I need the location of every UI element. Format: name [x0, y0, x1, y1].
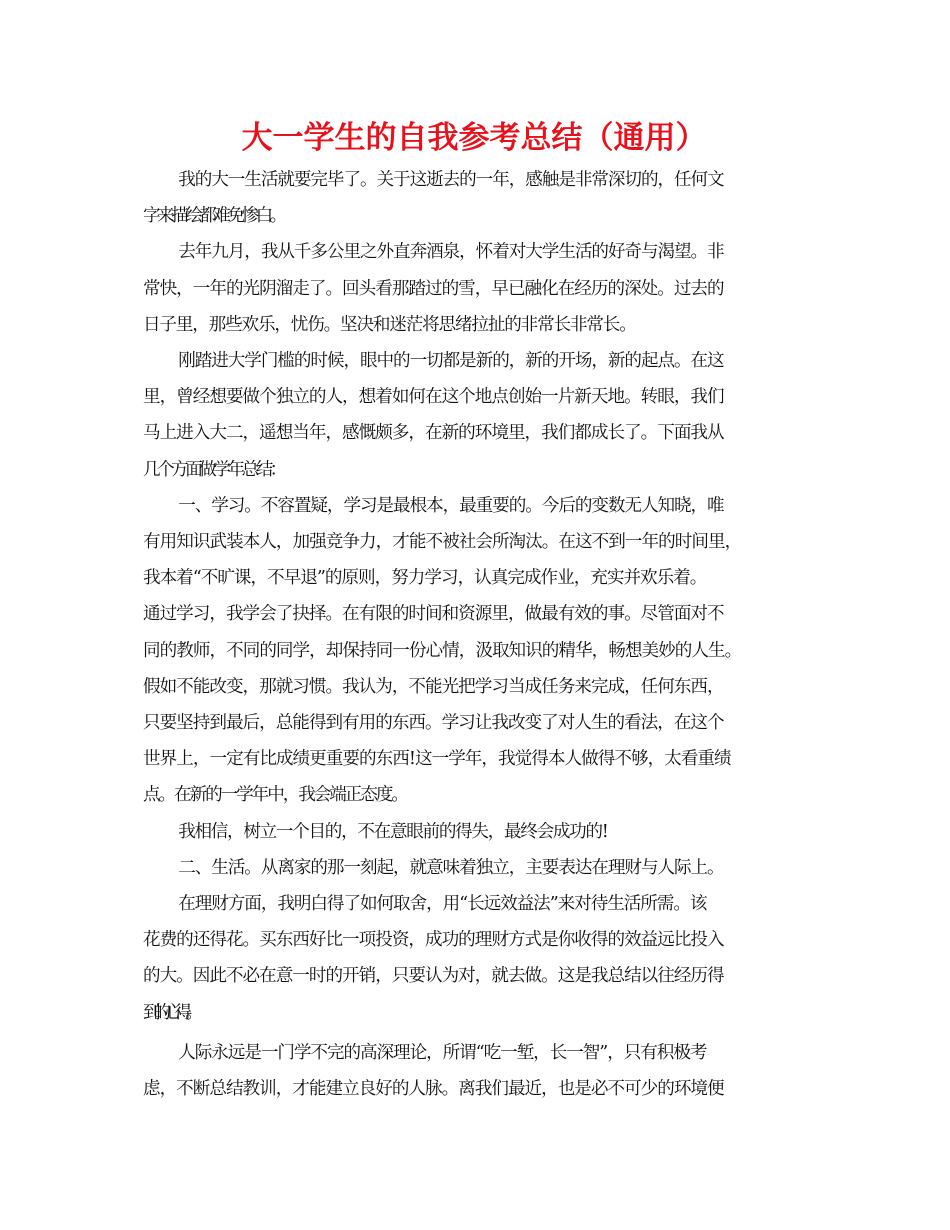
document-body — [143, 162, 805, 1107]
paragraph-line: 同的教师，不同的同学，却保持同一份心情，汲取知识的精华，畅想美妙的人生。 — [143, 640, 742, 661]
paragraph-line: 我相信，树立一个目的，不在意眼前的得失，最终会成功的! — [178, 821, 608, 842]
paragraph-line: 世界上，一定有比成绩更重要的东西!这一学年，我觉得本人做得不够，太看重绩 — [143, 749, 731, 770]
paragraph — [143, 234, 805, 343]
paragraph — [143, 1035, 805, 1107]
paragraph-line: 的大。因此不必在意一时的开销，只要认为对，就去做。这是我总结以往经历得 — [143, 966, 724, 987]
paragraph-line: 虑，不断总结教训，才能建立良好的人脉。离我们最近，也是必不可少的环境便 — [143, 1079, 724, 1100]
paragraph-line: 到的心得。 — [143, 1002, 196, 1023]
paragraph — [143, 162, 805, 234]
paragraph — [143, 850, 805, 886]
paragraph — [143, 343, 805, 488]
paragraph-line: 里，曾经想要做个独立的人，想着如何在这个地点创始一片新天地。转眼，我们 — [143, 387, 724, 408]
paragraph-line: 我的大一生活就要完毕了。关于这逝去的一年，感触是非常深切的，任何文 — [178, 170, 724, 190]
paragraph-line: 有用知识武装本人，加强竞争力，才能不被社会所淘汰。在这不到一年的时间里， — [143, 532, 742, 553]
paragraph-line: 日子里，那些欢乐，忧伤。坚决和迷茫将思绪拉扯的非常长非常长。 — [143, 314, 636, 335]
paragraph-line: 人际永远是一门学不完的高深理论，所谓“吃一堑，长一智”，只有积极考 — [178, 1042, 707, 1063]
paragraph-line: 刚踏进大学门槛的时候，眼中的一切都是新的，新的开场，新的起点。在这 — [178, 351, 724, 372]
paragraph — [143, 488, 805, 814]
paragraph — [143, 886, 805, 1031]
paragraph-line: 花费的还得花。买东西好比一项投资，成功的理财方式是你收得的效益远比投入 — [143, 930, 724, 951]
paragraph-line: 常快，一年的光阴溜走了。回头看那踏过的雪，早已融化在经历的深处。过去的 — [143, 278, 724, 299]
paragraph-line: 马上进入大二，遥想当年，感慨颇多，在新的环境里，我们都成长了。下面我从 — [143, 423, 724, 444]
paragraph-line: 几个方面做学年总结： — [143, 459, 284, 480]
paragraph-line: 二、生活。从离家的那一刻起，就意味着独立，主要表达在理财与人际上。 — [178, 857, 724, 878]
paragraph-line: 我本着“不旷课，不早退”的原则，努力学习，认真完成作业，充实并欢乐着。 — [143, 568, 707, 589]
paragraph-line: 只要坚持到最后，总能得到有用的东西。学习让我改变了对人生的看法，在这个 — [143, 713, 724, 734]
paragraph-line: 一、学习。不容置疑，学习是最根本，最重要的。今后的变数无人知晓，唯 — [178, 495, 724, 516]
paragraph — [143, 814, 805, 850]
paragraph-line: 在理财方面，我明白得了如何取舍，用“长远效益法”来对待生活所需。该 — [178, 894, 707, 915]
paragraph-line: 点。在新的一学年中，我会端正态度。 — [143, 785, 407, 806]
paragraph-line: 字来描绘都难免惨白。 — [143, 206, 284, 227]
paragraph-line: 通过学习，我学会了抉择。在有限的时间和资源里，做最有效的事。尽管面对不 — [143, 604, 724, 625]
paragraph-line: 去年九月，我从千多公里之外直奔酒泉，怀着对大学生活的好奇与渴望。非 — [178, 242, 724, 263]
document-title: 大一学生的自我参考总结（通用） — [241, 120, 707, 156]
paragraph-line: 假如不能改变，那就习惯。我认为，不能光把学习当成任务来完成，任何东西， — [143, 676, 724, 697]
